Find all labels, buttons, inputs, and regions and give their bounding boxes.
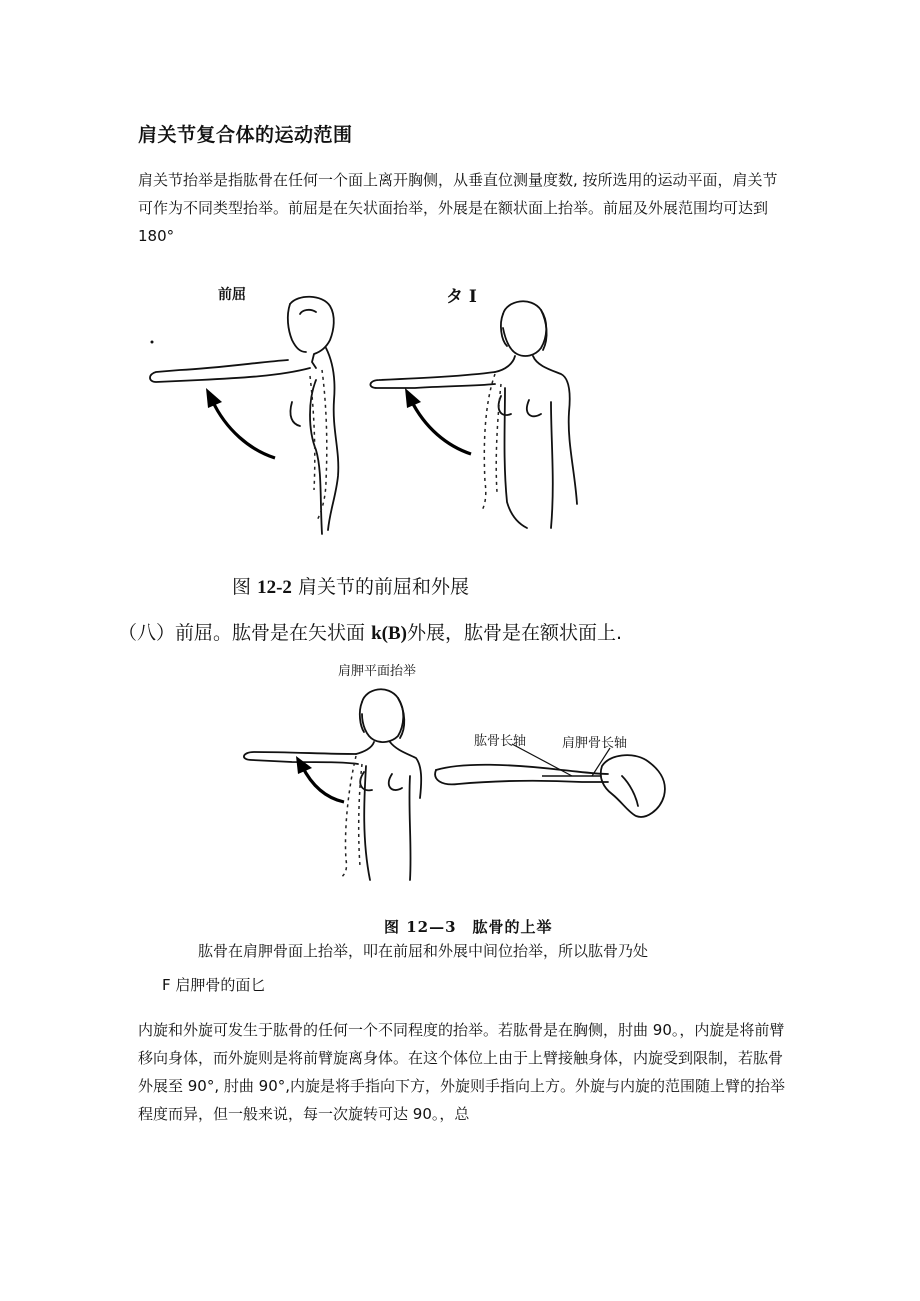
figure1-caption-prefix: 图 xyxy=(232,576,252,598)
figure2-caption: 图 12—3 肱骨的上举 xyxy=(384,918,553,936)
figure1-abduction-illustration xyxy=(355,292,595,542)
figure1-caption-number: 12-2 xyxy=(257,577,292,598)
figure1-flexion-illustration xyxy=(140,290,360,550)
subheading-part1: （八）前屈。肱骨是在矢状面 xyxy=(118,622,366,644)
figure2-scapular-elevation-illustration xyxy=(236,680,436,900)
figure2-label-scapula-axis: 肩胛骨长轴 xyxy=(562,736,628,751)
figure2-label-scapular-plane: 肩胛平面抬举 xyxy=(338,664,417,679)
figure2-label-humerus-axis: 肱骨长轴 xyxy=(474,734,527,749)
subheading-part2: 外展，肱骨是在额状面上. xyxy=(406,622,623,644)
figure2-axis-diagram xyxy=(432,740,672,840)
figure1-label-abduction: タ I xyxy=(446,287,477,307)
subheading xyxy=(118,618,622,645)
page-title: 肩关节复合体的运动范围 xyxy=(138,124,353,146)
text-line-fragment: F 启胛骨的面匕 xyxy=(162,976,266,994)
subheading-bold: k(B) xyxy=(371,623,407,644)
intro-paragraph: 肩关节抬举是指肱骨在任何一个面上离开胸侧，从垂直位测量度数, 按所选用的运动平面，肩关节可作为不同类型抬举。前屈是在矢状面抬举，外展是在额状面上抬举。前屈及外展范围均可达到 180° xyxy=(138,171,778,245)
figure1-label-flexion: 前屈 xyxy=(218,287,246,303)
figure1-caption-text: 肩关节的前屈和外展 xyxy=(297,576,469,598)
figure1-caption xyxy=(232,572,469,599)
rotation-paragraph: 内旋和外旋可发生于肱骨的任何一个不同程度的抬举。若肱骨是在胸侧，肘曲 90。，内旋是将前臂移向身体，而外旋则是将前臂旋离身体。在这个体位上由于上臂接触身体，内旋受到限制，若肱骨外展至 90°, 肘曲 90°,内旋是将手指向下方，外旋则手指向上方。外旋与内旋的范围随上臂的抬举程度而异，但一般来说，每一次旋转可达 90。，总 xyxy=(138,1021,786,1123)
text-line-scapular-plane: 肱骨在肩胛骨面上抬举，叩在前屈和外展中间位抬举，所以肱骨乃处 xyxy=(198,942,649,960)
